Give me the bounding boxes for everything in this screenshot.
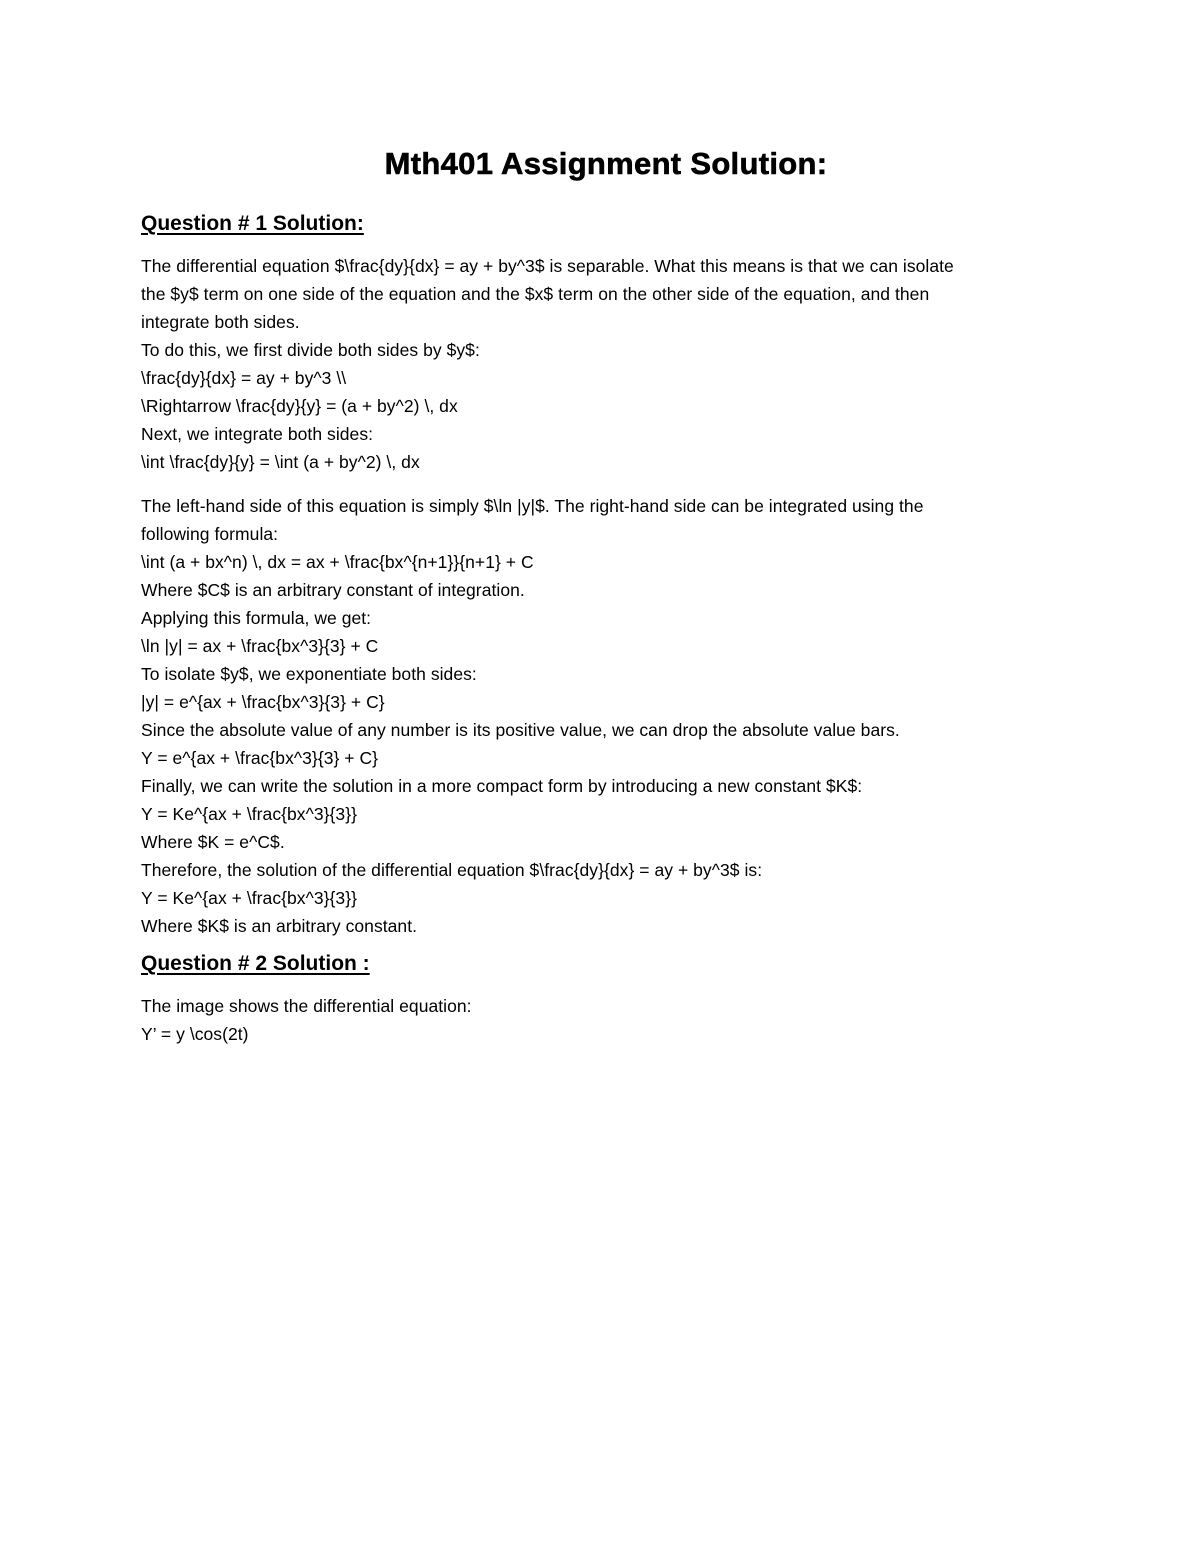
- question-1-intro: [141, 252, 1071, 336]
- equation-4: \int (a + bx^n) \, dx = ax + \frac{bx^{n+1}}{n+1} + C: [141, 552, 534, 572]
- equation-3: \int \frac{dy}{y} = \int (a + by^2) \, dx: [141, 452, 420, 472]
- where-k-arbitrary: Where $K$ is an arbitrary constant.: [141, 916, 418, 936]
- step-integrate: Next, we integrate both sides:: [141, 424, 374, 444]
- step-divide: To do this, we first divide both sides by $y$:: [141, 340, 480, 360]
- isolate-y: To isolate $y$, we exponentiate both sides:: [141, 664, 477, 684]
- compact-form-note: Finally, we can write the solution in a more compact form by introducing a new constant $K$:: [141, 776, 863, 796]
- question-2-equation-1: Y’ = y \cos(2t): [141, 1024, 249, 1044]
- equation-5: \ln |y| = ax + \frac{bx^3}{3} + C: [141, 636, 379, 656]
- where-c: Where $C$ is an arbitrary constant of integration.: [141, 580, 525, 600]
- equation-2: \Rightarrow \frac{dy}{y} = (a + by^2) \, dx: [141, 396, 458, 416]
- lhs-line-1: The left-hand side of this equation is simply $\ln |y|$. The right-hand side can be integrated using the: [141, 496, 924, 516]
- lhs-line-2: following formula:: [141, 524, 279, 544]
- intro-line-2: the $y$ term on one side of the equation and the $x$ term on the other side of the equation, and then: [141, 284, 930, 304]
- applying-formula: Applying this formula, we get:: [141, 608, 372, 628]
- where-k: Where $K = e^C$.: [141, 832, 285, 852]
- equation-6: |y| = e^{ax + \frac{bx^3}{3} + C}: [141, 692, 385, 712]
- absolute-value-note: Since the absolute value of any number is its positive value, we can drop the absolute value bars.: [141, 720, 900, 740]
- document-body: [141, 140, 1071, 1048]
- equation-8: Y = Ke^{ax + \frac{bx^3}{3}}: [141, 804, 358, 824]
- lhs-paragraph: [141, 492, 1071, 548]
- intro-line-3: integrate both sides.: [141, 312, 300, 332]
- question-1-heading: Question # 1 Solution:: [141, 212, 364, 235]
- document-title: Mth401 Assignment Solution:: [384, 146, 828, 181]
- equation-1: \frac{dy}{dx} = ay + by^3 \\: [141, 368, 347, 388]
- equation-7: Y = e^{ax + \frac{bx^3}{3} + C}: [141, 748, 379, 768]
- question-2-heading: Question # 2 Solution :: [141, 952, 370, 975]
- question-2-intro: The image shows the differential equation:: [141, 996, 472, 1016]
- intro-line-1: The differential equation $\frac{dy}{dx} = ay + by^3$ is separable. What this means is that we can isolate: [141, 256, 954, 276]
- equation-9: Y = Ke^{ax + \frac{bx^3}{3}}: [141, 888, 358, 908]
- therefore-note: Therefore, the solution of the differential equation $\frac{dy}{dx} = ay + by^3$ is:: [141, 860, 763, 880]
